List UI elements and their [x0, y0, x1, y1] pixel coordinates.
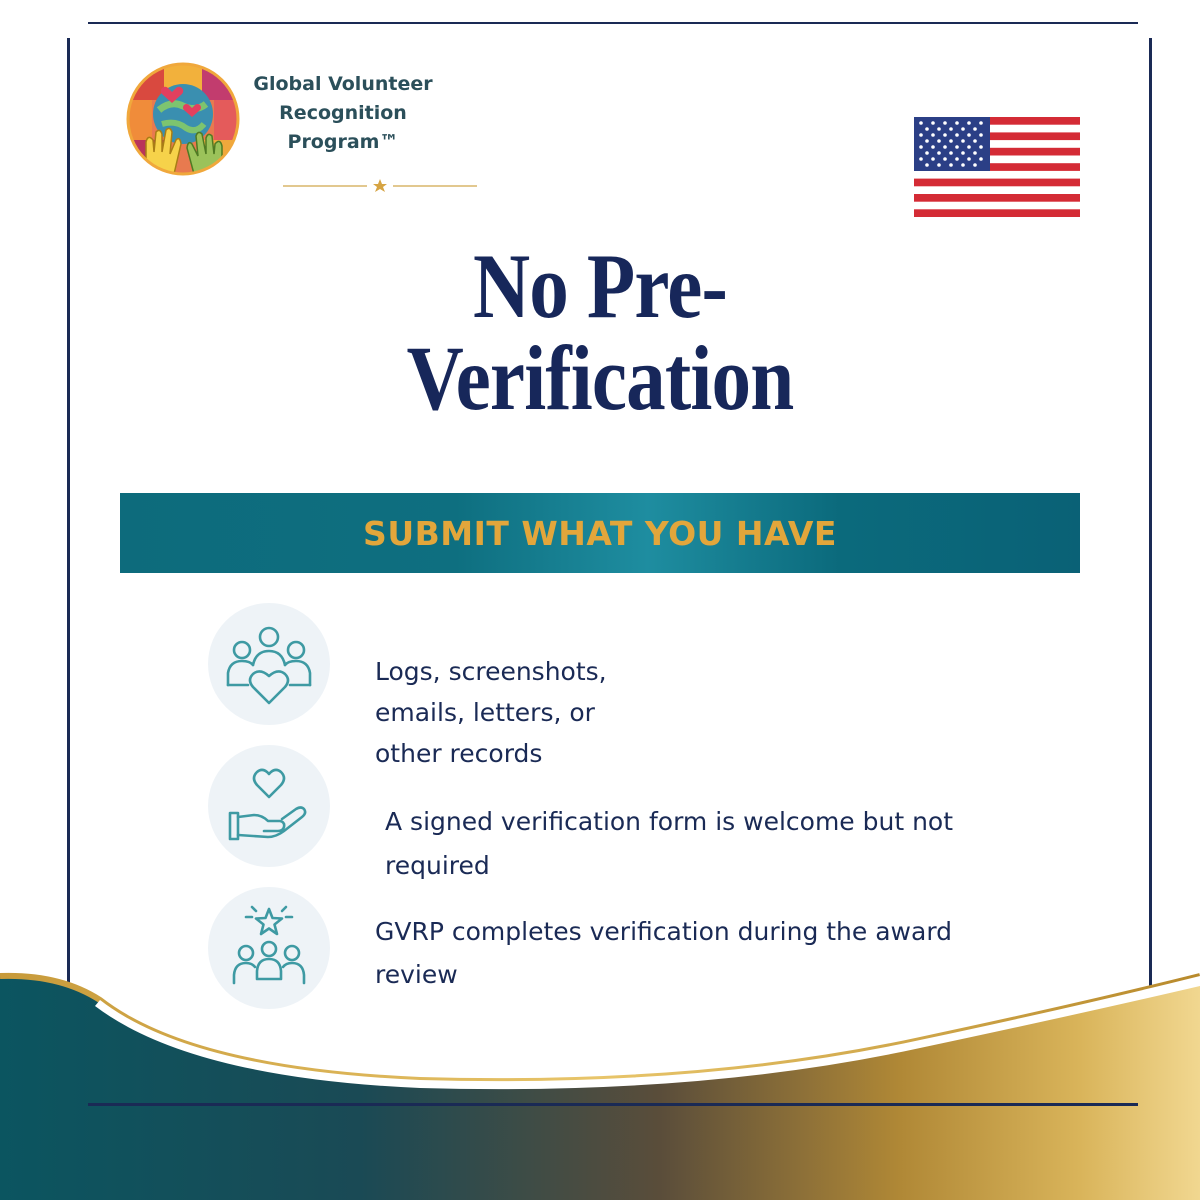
feature-line: review: [375, 960, 458, 989]
frame-bottom-line: [88, 1103, 1138, 1106]
hand-heart-icon: [208, 745, 330, 867]
bottom-wave: [0, 960, 1200, 1200]
feature-line: GVRP completes verification during the award: [375, 917, 953, 946]
frame-top-line: [88, 22, 1138, 24]
org-name-line: Global Volunteer: [253, 73, 433, 95]
feature-line: emails, letters, or: [375, 698, 595, 727]
feature-line: required: [385, 851, 490, 880]
org-name-line: Program™: [287, 131, 399, 153]
banner-text: SUBMIT WHAT YOU HAVE: [363, 513, 837, 553]
page-title-line: No Pre-: [473, 235, 727, 337]
feature-line: other records: [375, 739, 543, 768]
frame-left-line: [67, 38, 70, 998]
star-divider: [283, 178, 477, 194]
logo-icon: [126, 62, 240, 176]
frame-right-line: [1149, 38, 1152, 998]
feature-text: [385, 800, 1045, 888]
feature-line: A signed verification form is welcome but not: [385, 807, 954, 836]
org-name: [238, 70, 448, 157]
org-name-line: Recognition: [279, 102, 407, 124]
page-title: [342, 235, 858, 429]
feature-line: Logs, screenshots,: [375, 657, 607, 686]
community-heart-icon: [208, 603, 330, 725]
feature-text: [375, 651, 645, 774]
us-flag-icon: [914, 117, 1080, 217]
page-title-line: Verification: [406, 327, 794, 429]
submit-banner: [120, 493, 1080, 573]
